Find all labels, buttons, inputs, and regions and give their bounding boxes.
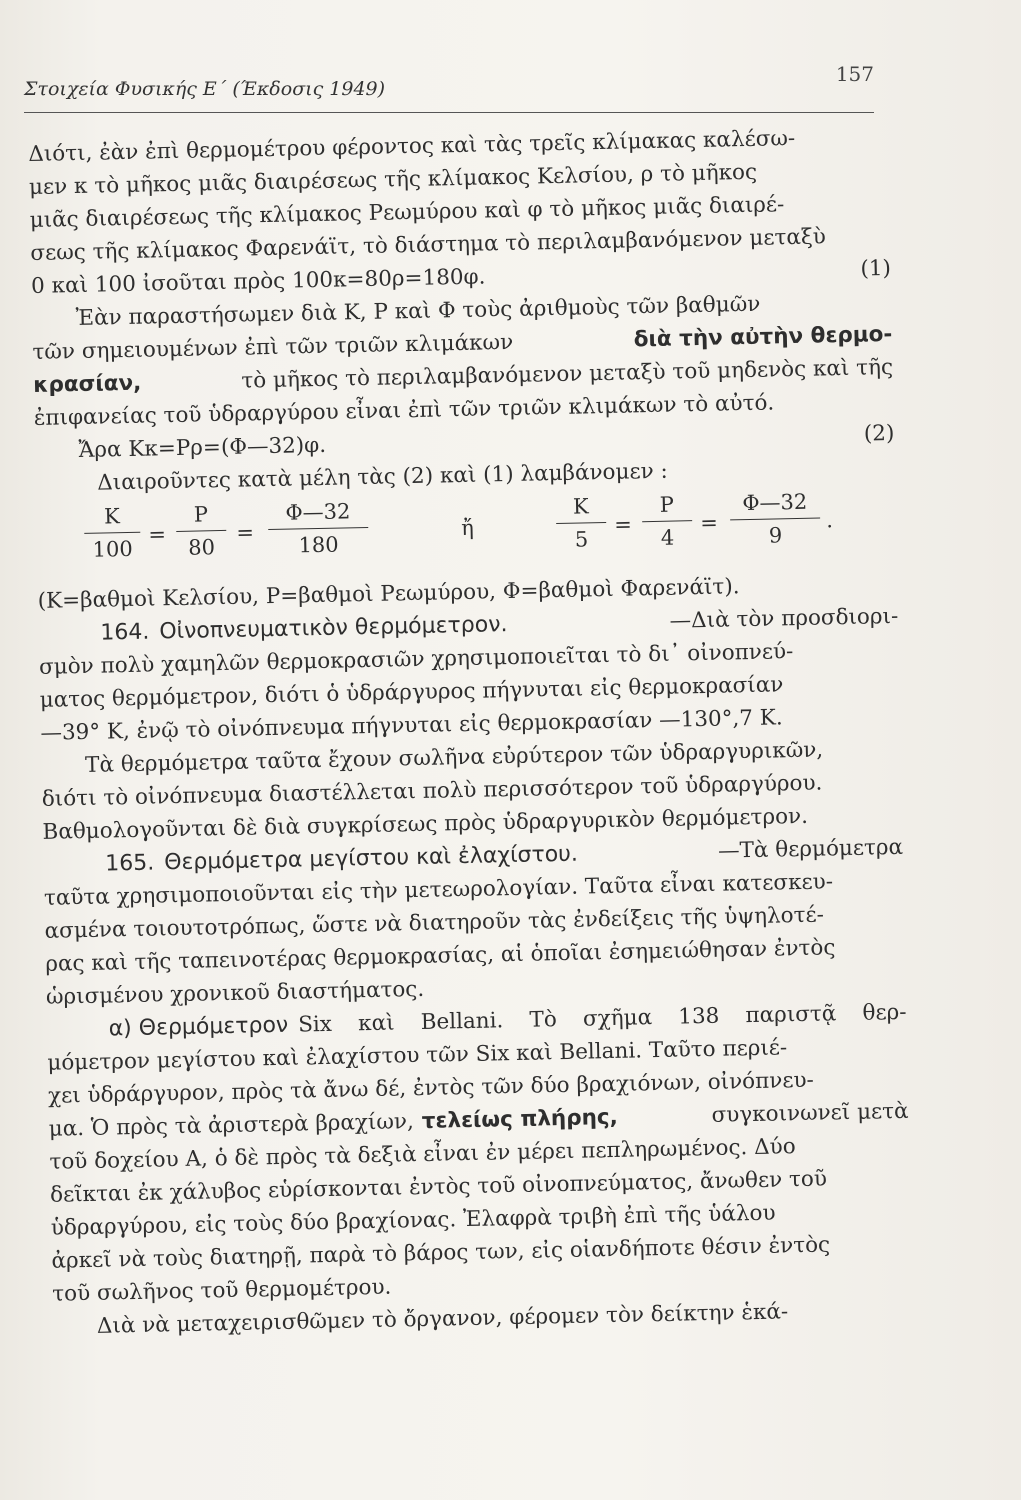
- text-line: ματος θερμόμετρον, διότι ὁ ὑδράργυρος πήγνυται εἰς θερμοκρασίαν: [39, 672, 784, 713]
- page-header: [24, 62, 874, 122]
- text-line: ἐπιφανείας τοῦ ὑδραργύρου εἶναι ἐπὶ τῶν τριῶν κλιμάκων τὸ αὐτό.: [33, 390, 775, 431]
- denominator: 9: [768, 523, 783, 548]
- fraction-p-80: [176, 501, 227, 561]
- text-line: τοῦ σωλῆνος τοῦ θερμομέτρου.: [51, 1274, 392, 1307]
- section-165: [43, 831, 906, 1014]
- numerator: Κ: [572, 494, 589, 519]
- section-title: Θερμόμετρα μεγίστου καὶ ἐλαχίστου.: [163, 841, 579, 876]
- numerator: Ρ: [659, 492, 675, 517]
- equation-1-label: (1): [860, 255, 892, 282]
- text-line: Διαιροῦντες κατὰ μέλη τὰς (2) καὶ (1) λαμβάνομεν :: [96, 458, 669, 496]
- text-line: ταῦτα χρησιμοποιοῦνται εἰς τὴν μετεωρολογίαν. Ταῦτα εἶναι κατεσκευ-: [43, 869, 834, 911]
- text-line: διότι τὸ οἰνόπνευμα διαστέλλεται πολὺ περισσότερον τοῦ ὑδραργύρου.: [41, 770, 823, 812]
- text-line: τοῦ δοχείου Α, ὁ δὲ πρὸς τὰ δεξιὰ εἶναι ἐν μέρει πεπληρωμένος. Δύο: [49, 1134, 796, 1175]
- text-run: μα. Ὁ πρὸς τὰ ἀριστερὰ βραχίων,: [48, 1109, 415, 1142]
- subsection-a: [46, 996, 913, 1344]
- emphasis-text: κρασίαν,: [32, 370, 142, 398]
- text-line: ρας καὶ τῆς ταπεινοτέρας θερμοκρασίας, αἱ ὁποῖαι ἐσημειώθησαν ἐντὸς: [45, 935, 836, 977]
- text-line: Ἐὰν παραστήσωμεν διὰ Κ, Ρ καὶ Φ τοὺς ἀριθμοὺς τῶν βαθμῶν: [75, 291, 761, 332]
- denominator: 100: [92, 536, 133, 562]
- fraction-bar: [642, 520, 692, 522]
- text-line: δεῖκται ἐκ χάλυβος εὑρίσκονται ἐντὸς τοῦ οἰνοπνεύματος, ἄνωθεν τοῦ: [49, 1166, 828, 1208]
- section-title: Οἰνοπνευματικὸν θερμόμετρον.: [159, 612, 508, 645]
- text-line: Τὰ θερμόμετρα ταῦτα ἔχουν σωλῆνα εὐρύτερον τῶν ὑδραργυρικῶν,: [84, 737, 824, 778]
- text-run: —Διὰ τὸν προσδιορι-: [669, 603, 899, 634]
- emphasis-text: διὰ τὴν αὐτὴν θερμο-: [633, 321, 893, 353]
- equals-sign: =: [613, 512, 633, 537]
- text-line: —39° Κ, ἐνῷ τὸ οἰνόπνευμα πήγνυται εἰς θερμοκρασίαν —130°,7 Κ.: [40, 705, 783, 746]
- equation-2: Ἄρα Κκ=Ρρ=(Φ—32)φ.: [78, 432, 327, 464]
- period: .: [825, 508, 834, 533]
- fraction-equations: [36, 487, 897, 581]
- paragraph-scales: [31, 285, 895, 501]
- fraction-f-9: [730, 489, 821, 550]
- text-line: Διὰ νὰ μεταχειρισθῶμεν τὸ ὄργανον, φέρομεν τὸν δείκτην ἑκά-: [96, 1299, 789, 1339]
- fraction-bar: [556, 522, 606, 524]
- fraction-k-5: [556, 493, 607, 553]
- fraction-bar: [268, 527, 368, 530]
- text-line: ασμένα τοιουτοτρόπως, ὥστε νὰ διατηροῦν τὰς ἐνδείξεις τῆς ὑψηλοτέ-: [44, 902, 825, 944]
- fraction-bar: [730, 517, 820, 520]
- section-164: [38, 600, 903, 849]
- section-number: 164.: [100, 619, 150, 646]
- legend-line: (Κ=βαθμοὶ Κελσίου, Ρ=βαθμοὶ Ρεωμύρου, Φ=βαθμοὶ Φαρενάϊτ).: [37, 574, 740, 614]
- denominator: 80: [187, 535, 216, 560]
- running-title: Στοιχεία Φυσικής Ε΄ (Έκδοσις 1949): [24, 78, 386, 100]
- fraction-f-180: [268, 498, 369, 559]
- numerator: Κ: [103, 504, 121, 529]
- text-line: χει ὑδράργυρον, πρὸς τὰ ἄνω δέ, ἐντὸς τῶν δύο βραχιόνων, οἰνόπνευ-: [47, 1067, 815, 1109]
- or-word: ἤ: [461, 515, 475, 541]
- page-body: [28, 120, 913, 1344]
- denominator: 4: [660, 525, 675, 550]
- paragraph-intro: [28, 120, 891, 303]
- fraction-bar: [176, 530, 226, 532]
- text-run: τὸ μῆκος τὸ περιλαμβανόμενον μεταξὺ τοῦ μηδενὸς καὶ τῆς: [241, 354, 894, 394]
- numerator: Φ—32: [742, 489, 808, 516]
- text-run: Six καὶ Bellani. Τὸ σχῆμα 138 παριστᾷ θερ-: [297, 999, 907, 1038]
- emphasis-text: τελείως πλήρης,: [421, 1104, 619, 1134]
- fraction-p-4: [642, 491, 693, 551]
- fraction-bar: [84, 532, 140, 534]
- denominator: 5: [574, 527, 589, 552]
- equals-sign: =: [236, 520, 255, 545]
- text-line: σμὸν πολὺ χαμηλῶν θερμοκρασιῶν χρησιμοποιεῖται τὸ δι᾿ οἰνοπνεύ-: [38, 639, 794, 680]
- subsection-title: α) Θερμόμετρον: [108, 1012, 289, 1042]
- equation-1: 0 καὶ 100 ἰσοῦται πρὸς 100κ=80ρ=180φ.: [30, 264, 486, 299]
- text-line: ὑδραργύρου, εἰς τοὺς δύο βραχίονας. Ἐλαφρὰ τριβὴ ἐπὶ τῆς ὑάλου: [50, 1200, 776, 1241]
- equals-sign: =: [148, 522, 167, 547]
- text-run: συγκοινωνεῖ μετὰ: [711, 1098, 909, 1128]
- text-line: σεως τῆς κλίμακος Φαρενάϊτ, τὸ διάστημα τὸ περιλαμβανόμενον μεταξὺ: [30, 224, 827, 266]
- numerator: Φ—32: [285, 499, 351, 525]
- page-number: 157: [835, 62, 874, 86]
- numerator: Ρ: [193, 502, 209, 527]
- text-run: —Τὰ θερμόμετρα: [717, 834, 904, 864]
- text-line: μεν κ τὸ μῆκος μιᾶς διαιρέσεως τῆς κλίμακος Κελσίου, ρ τὸ μῆκος: [28, 159, 758, 200]
- text-line: μόμετρον μεγίστου καὶ ἐλαχίστου τῶν Six καὶ Bellani. Ταῦτο περιέ-: [47, 1035, 788, 1076]
- equation-2-label: (2): [863, 420, 895, 447]
- text-run: τῶν σημειουμένων ἐπὶ τῶν τριῶν κλιμάκων: [32, 329, 514, 365]
- text-line: ὡρισμένου χρονικοῦ διαστήματος.: [45, 976, 425, 1010]
- text-line: ἀρκεῖ νὰ τοὺς διατηρῇ, παρὰ τὸ βάρος των, εἰς οἱανδήποτε θέσιν ἐντὸς: [51, 1232, 831, 1274]
- equals-sign: =: [699, 510, 719, 536]
- text-line: Διότι, ἐὰν ἐπὶ θερμομέτρου φέροντος καὶ τὰς τρεῖς κλίμακας καλέσω-: [28, 125, 796, 167]
- section-number: 165.: [104, 850, 155, 877]
- denominator: 180: [298, 532, 339, 558]
- text-line: Βαθμολογοῦνται δὲ διὰ συγκρίσεως πρὸς ὑδραργυρικὸν θερμόμετρον.: [42, 803, 809, 845]
- text-line: μιᾶς διαιρέσεως τῆς κλίμακος Ρεωμύρου καὶ φ τὸ μῆκος μιᾶς διαιρέ-: [29, 192, 785, 233]
- header-rule: [24, 112, 874, 113]
- fraction-k-100: [84, 503, 141, 563]
